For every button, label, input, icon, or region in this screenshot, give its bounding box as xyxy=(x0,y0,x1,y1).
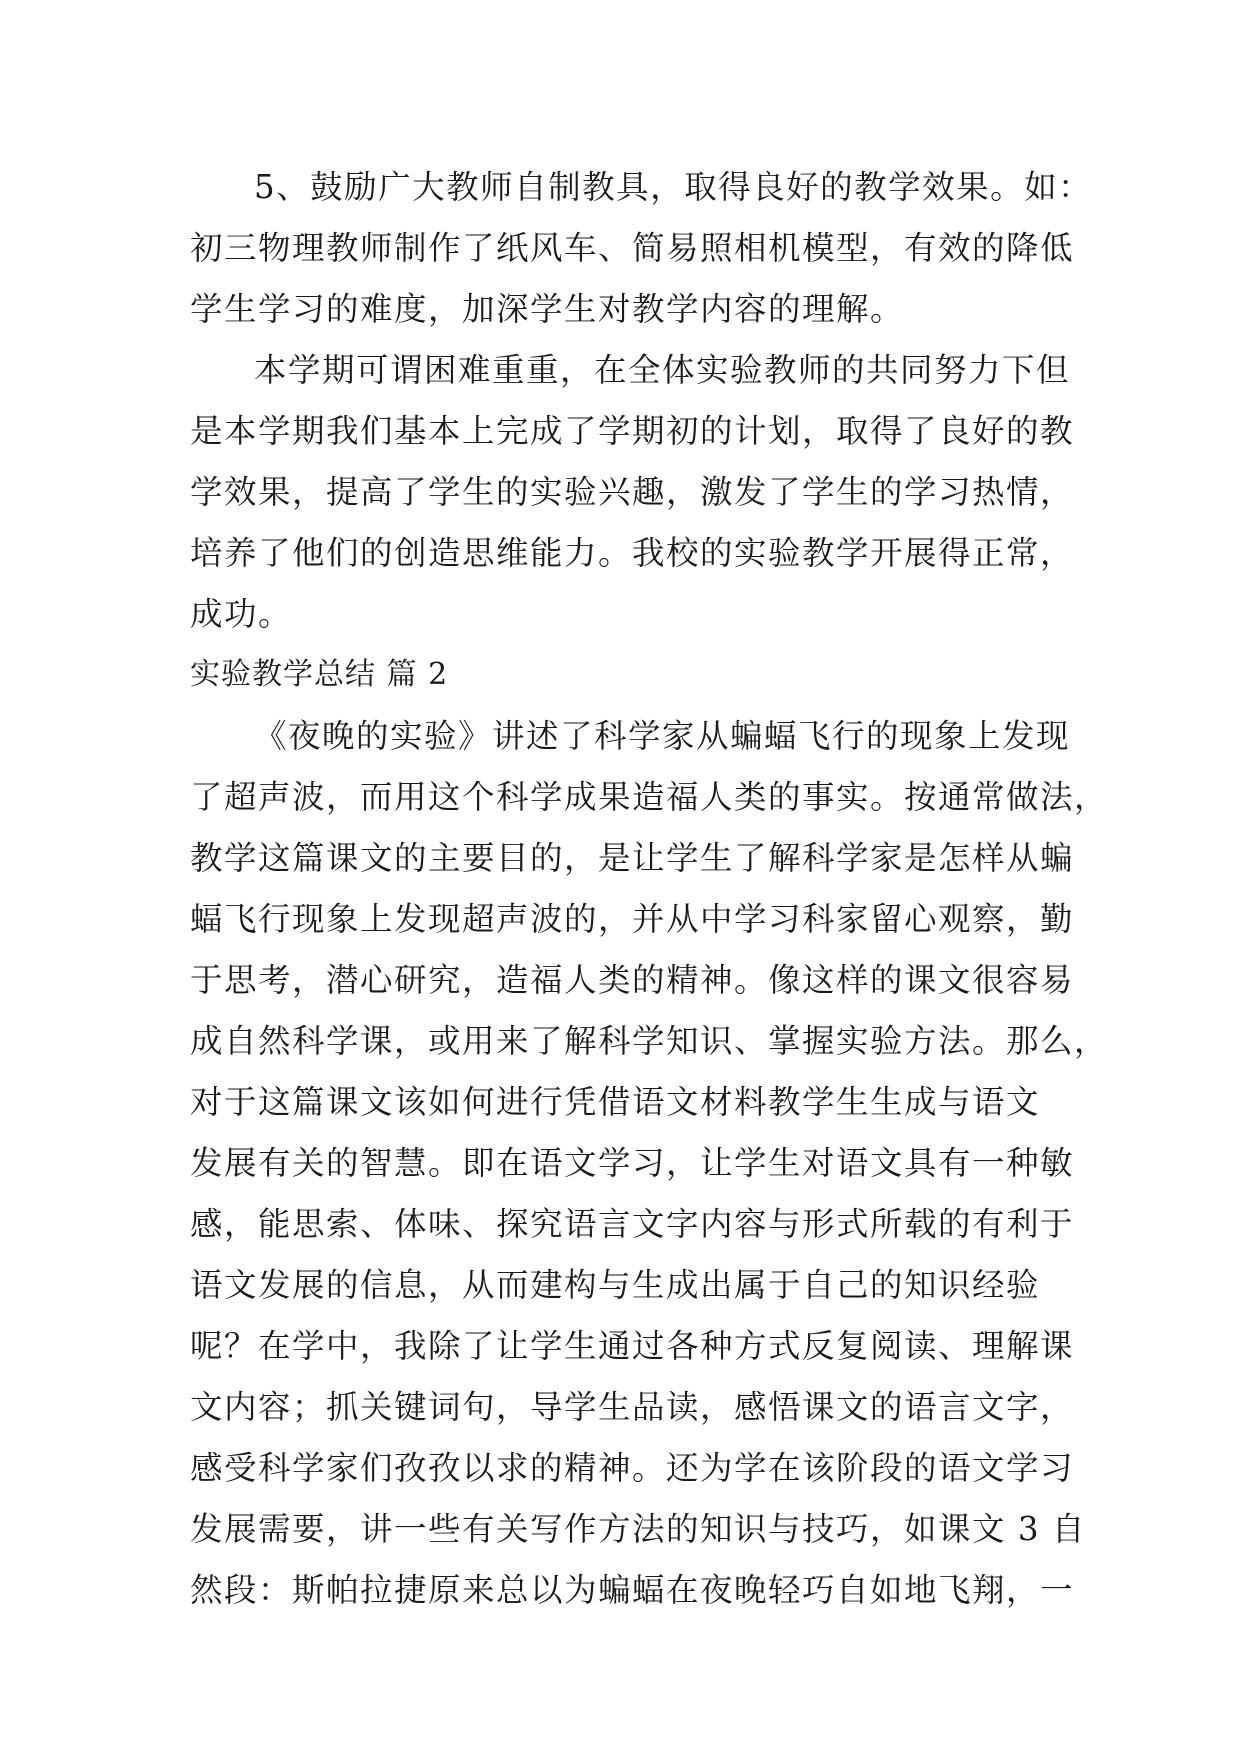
para3-line-10: 语文发展的信息，从而建构与生成出属于自己的知识经验 xyxy=(190,1266,1041,1304)
para2-line-3: 学效果，提高了学生的实验兴趣，激发了学生的学习热情， xyxy=(190,473,1075,511)
para3-line-11: 呢？在学中，我除了让学生通过各种方式反复阅读、理解课 xyxy=(190,1327,1075,1365)
para2-line-4: 培养了他们的创造思维能力。我校的实验教学开展得正常， xyxy=(190,534,1075,572)
para2-line-2: 是本学期我们基本上完成了学期初的计划，取得了良好的教 xyxy=(190,412,1075,450)
para3-line-14: 发展需要，讲一些有关写作方法的知识与技巧，如课文 3 自 xyxy=(190,1510,1086,1548)
para1-line-3: 学生学习的难度，加深学生对教学内容的理解。 xyxy=(190,290,905,328)
para3-line-6: 成自然科学课，或用来了解科学知识、掌握实验方法。那么， xyxy=(190,1022,1109,1060)
para3-line-5: 于思考，潜心研究，造福人类的精神。像这样的课文很容易 xyxy=(190,961,1075,999)
para3-line-1: 《夜晚的实验》讲述了科学家从蝙蝠飞行的现象上发现 xyxy=(254,717,1071,755)
para3-line-7: 对于这篇课文该如何进行凭借语文材料教学生生成与语文 xyxy=(190,1083,1041,1121)
para2-line-1: 本学期可谓困难重重，在全体实验教师的共同努力下但 xyxy=(254,351,1071,389)
para1-line-2: 初三物理教师制作了纸风车、简易照相机模型，有效的降低 xyxy=(190,229,1075,267)
para3-line-4: 蝠飞行现象上发现超声波的，并从中学习科家留心观察，勤 xyxy=(190,900,1075,938)
section-heading: 实验教学总结 篇 2 xyxy=(190,657,449,692)
para3-line-3: 教学这篇课文的主要目的，是让学生了解科学家是怎样从蝙 xyxy=(190,839,1075,877)
para1-line-1: 5、鼓励广大教师自制教具，取得良好的教学效果。如： xyxy=(254,168,1093,206)
para3-line-8: 发展有关的智慧。即在语文学习，让学生对语文具有一种敏 xyxy=(190,1144,1075,1182)
para3-line-9: 感，能思索、体味、探究语言文字内容与形式所载的有利于 xyxy=(190,1205,1075,1243)
para3-line-12: 文内容；抓关键词句，导学生品读，感悟课文的语言文字， xyxy=(190,1388,1075,1426)
para3-line-15: 然段：斯帕拉捷原来总以为蝙蝠在夜晚轻巧自如地飞翔，一 xyxy=(190,1571,1075,1609)
para3-line-2: 了超声波，而用这个科学成果造福人类的事实。按通常做法， xyxy=(190,778,1109,816)
para3-line-13: 感受科学家们孜孜以求的精神。还为学在该阶段的语文学习 xyxy=(190,1449,1075,1487)
para2-line-5: 成功。 xyxy=(190,595,293,633)
